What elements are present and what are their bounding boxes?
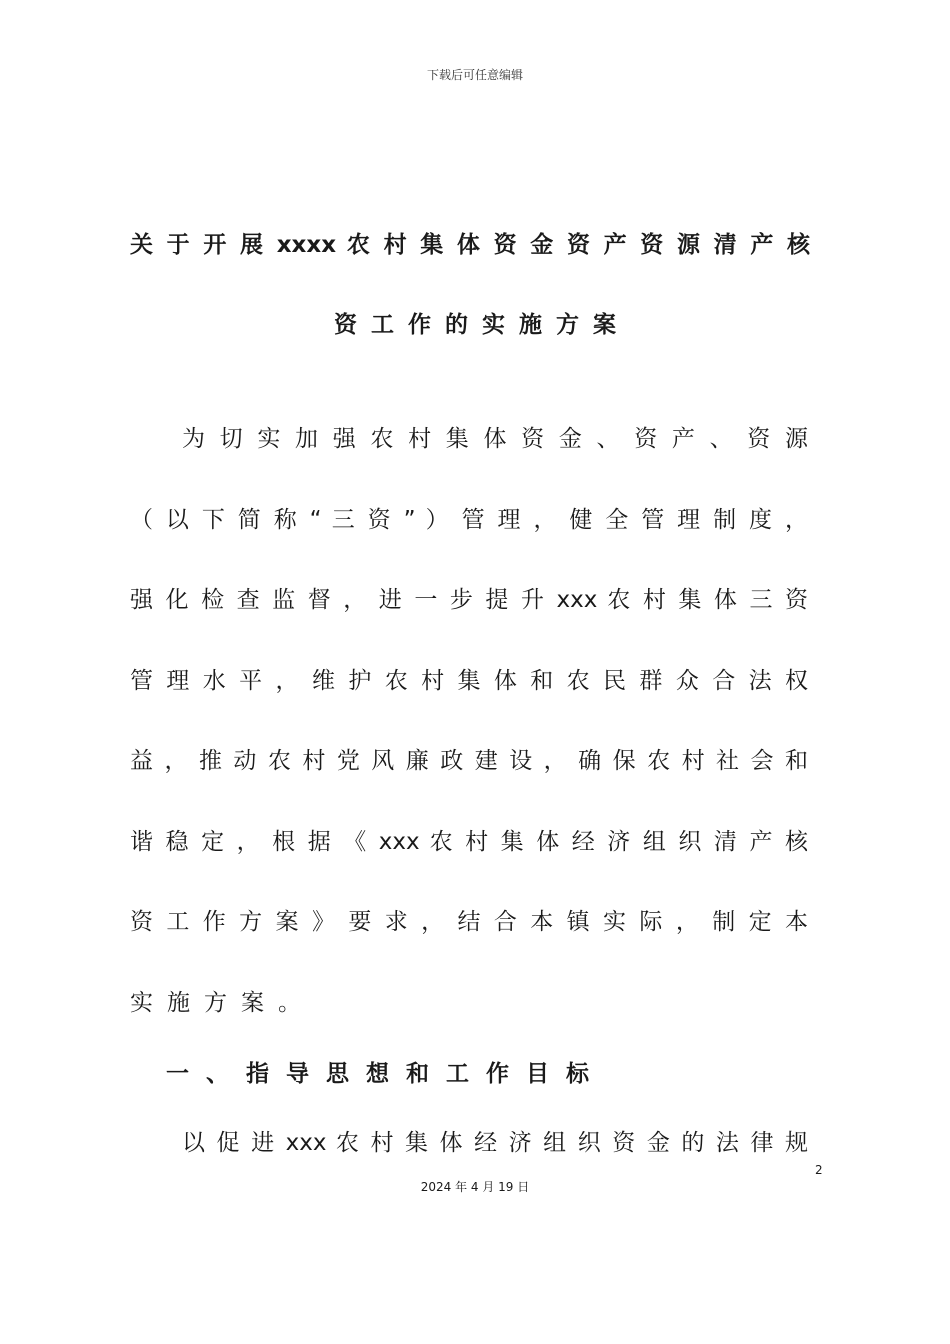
section-body-line-1: 以 促 进 xxx 农 村 集 体 经 济 组 织 资 金 的 法 律 规 (182, 1130, 808, 1156)
page-footer-date: 2024 年 4 月 19 日 (420, 1180, 530, 1194)
document-title-line-1: 关 于 开 展 xxxx 农 村 集 体 资 金 资 产 资 源 清 产 核 (130, 232, 810, 258)
body-line-7: 资 工 作 方 案 》 要 求 ， 结 合 本 镇 实 际 ， 制 定 本 (130, 909, 808, 935)
body-line-6: 谐 稳 定 ， 根 据 《 xxx 农 村 集 体 经 济 组 织 清 产 核 (130, 829, 808, 855)
page-header: 下载后可任意编辑 (426, 68, 523, 82)
document-title-line-2: 资工作的实施方案 (334, 312, 630, 338)
body-line-8: 实施方案。 (130, 990, 315, 1016)
body-line-3: 强 化 检 查 监 督 ， 进 一 步 提 升 xxx 农 村 集 体 三 资 (130, 587, 808, 613)
body-line-2: （ 以 下 简 称 “ 三 资 ” ） 管 理 ， 健 全 管 理 制 度 ， (130, 507, 808, 533)
body-line-1: 为 切 实 加 强 农 村 集 体 资 金 、 资 产 、 资 源 (182, 426, 808, 452)
section-heading: 一、指导思想和工作目标 (166, 1061, 606, 1087)
page-number: 2 (815, 1163, 823, 1177)
body-line-4: 管 理 水 平 ， 维 护 农 村 集 体 和 农 民 群 众 合 法 权 (130, 668, 808, 694)
body-line-5: 益 ， 推 动 农 村 党 风 廉 政 建 设 ， 确 保 农 村 社 会 和 (130, 748, 808, 774)
